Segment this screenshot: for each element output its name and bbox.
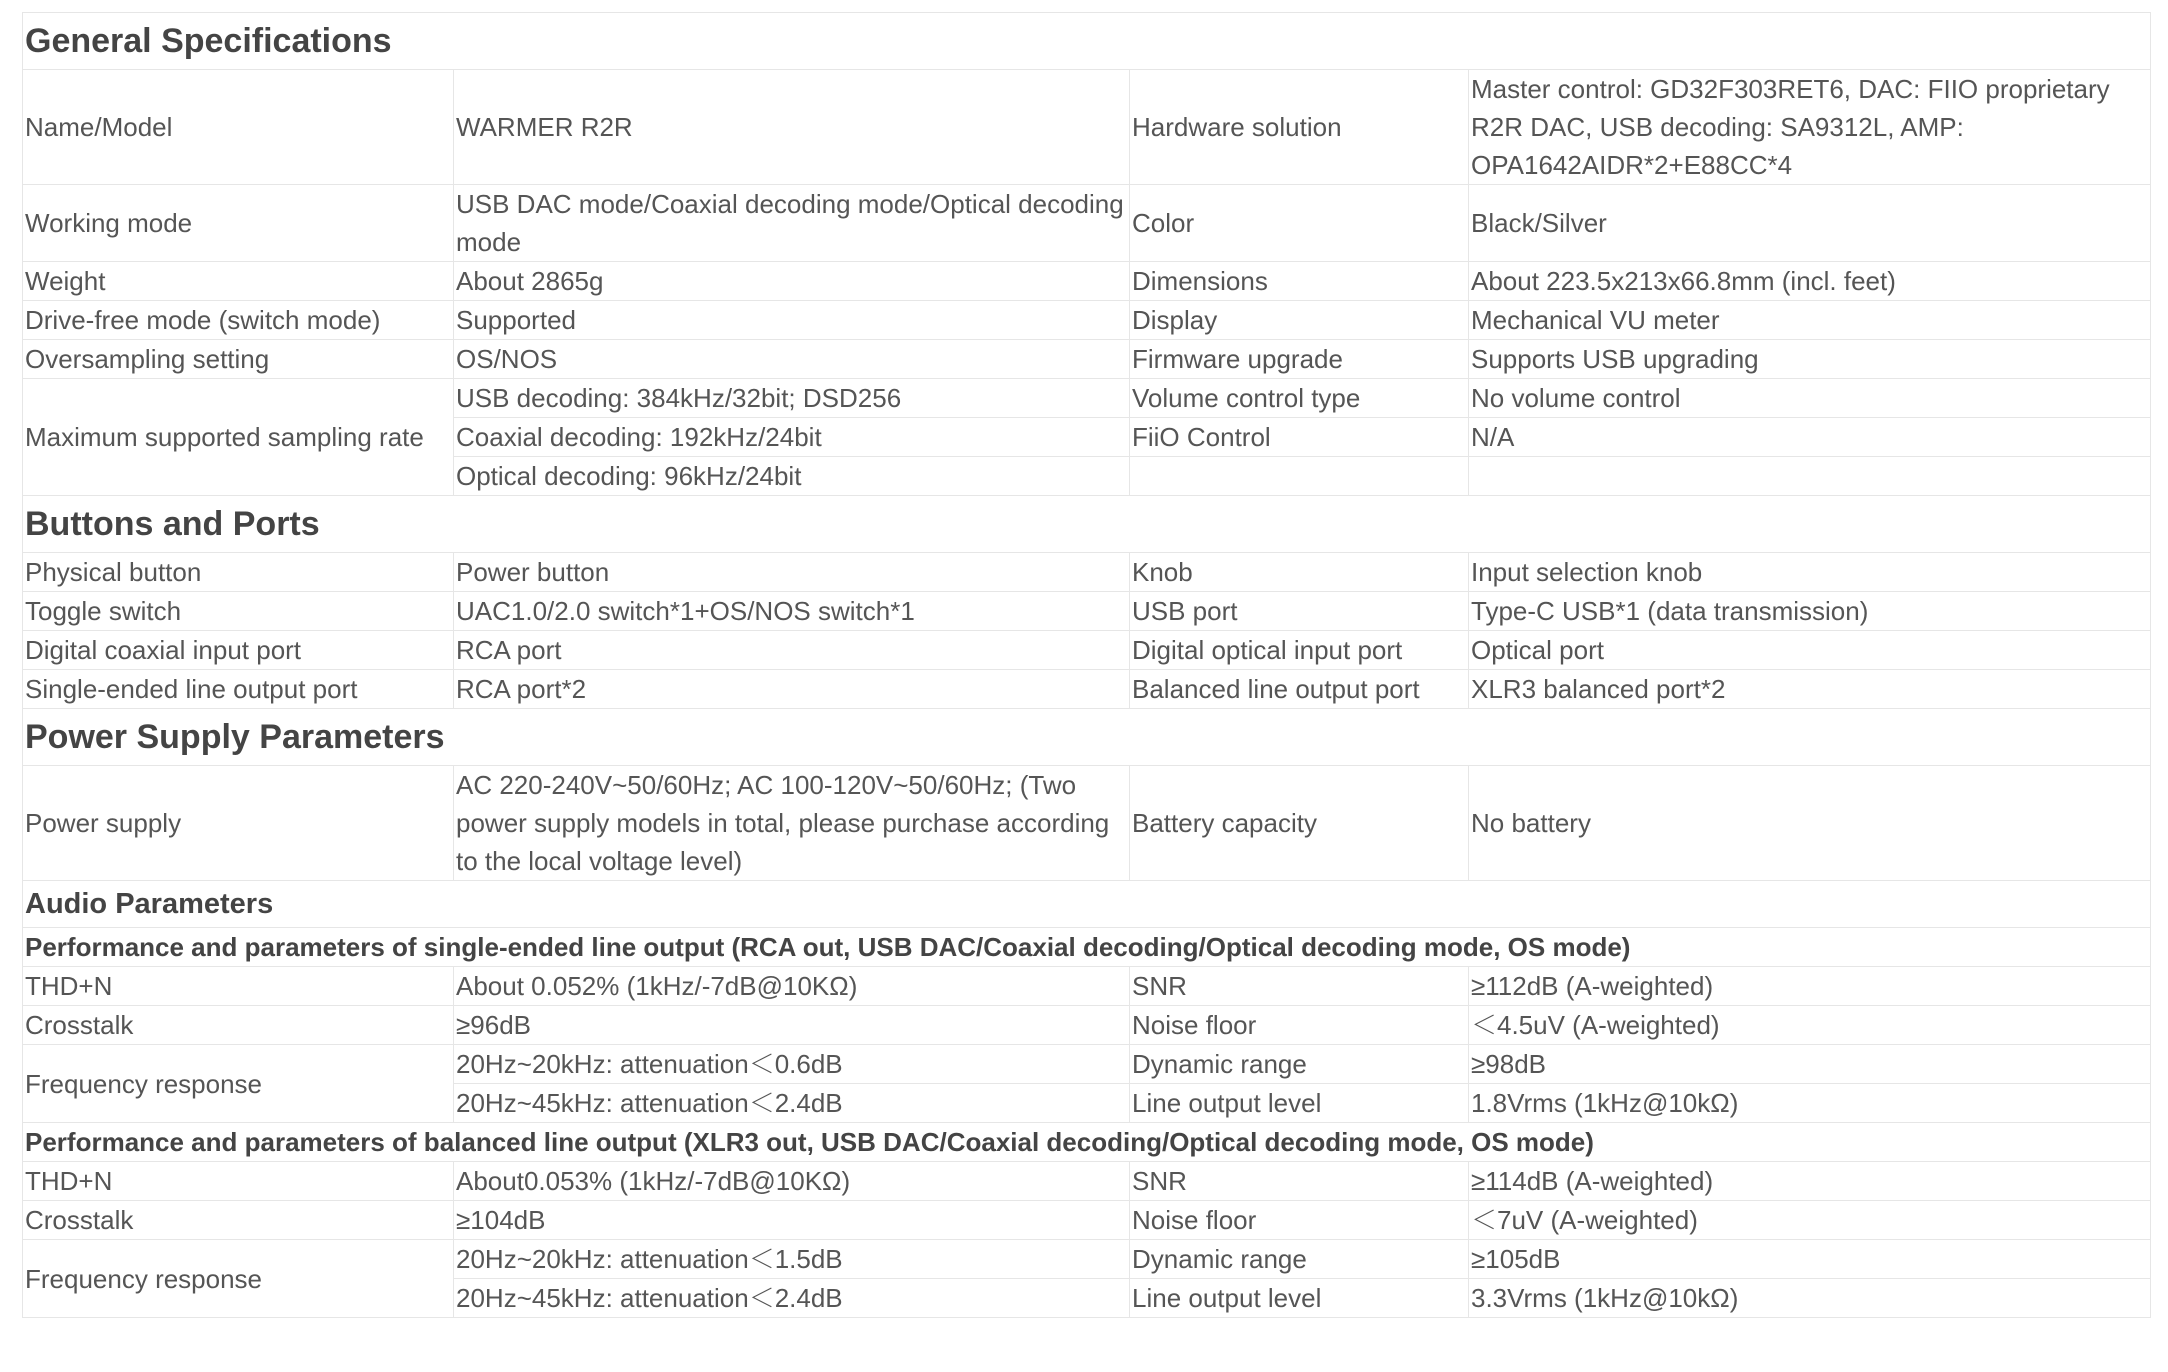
table-cell: Power supply [23,766,454,881]
table-cell: 20Hz~45kHz: attenuation＜2.4dB [454,1279,1130,1318]
table-cell: USB DAC mode/Coaxial decoding mode/Optical decoding mode [454,185,1130,262]
table-cell: Line output level [1130,1084,1469,1123]
subsection-heading: Performance and parameters of balanced line output (XLR3 out, USB DAC/Coaxial decoding/Optical decoding mode, OS mode) [23,1123,2151,1162]
subsection-row [23,1123,2151,1162]
section-row [23,13,2151,70]
subsection-heading: Performance and parameters of single-ended line output (RCA out, USB DAC/Coaxial decoding/Optical decoding mode, OS mode) [23,928,2151,967]
table-row [23,70,2151,185]
table-cell: Firmware upgrade [1130,340,1469,379]
table-cell: Working mode [23,185,454,262]
table-row [23,766,2151,881]
table-cell: ＜7uV (A-weighted) [1469,1201,2151,1240]
table-cell: 1.8Vrms (1kHz@10kΩ) [1469,1084,2151,1123]
section-heading: General Specifications [23,13,2151,70]
table-cell: N/A [1469,418,2151,457]
table-cell: Supports USB upgrading [1469,340,2151,379]
table-cell: SNR [1130,1162,1469,1201]
table-row [23,1006,2151,1045]
table-cell: Digital optical input port [1130,631,1469,670]
table-cell: No volume control [1469,379,2151,418]
table-cell: 20Hz~45kHz: attenuation＜2.4dB [454,1084,1130,1123]
table-cell: ≥114dB (A-weighted) [1469,1162,2151,1201]
table-row [23,1201,2151,1240]
table-cell: ≥105dB [1469,1240,2151,1279]
table-cell: RCA port [454,631,1130,670]
table-cell: THD+N [23,1162,454,1201]
table-cell: Optical decoding: 96kHz/24bit [454,457,1130,496]
table-row [23,379,2151,418]
subsection-row [23,928,2151,967]
table-cell: Display [1130,301,1469,340]
table-row [23,553,2151,592]
table-cell: Crosstalk [23,1201,454,1240]
table-cell: RCA port*2 [454,670,1130,709]
section-row [23,881,2151,928]
table-cell: Power button [454,553,1130,592]
table-cell: UAC1.0/2.0 switch*1+OS/NOS switch*1 [454,592,1130,631]
table-cell: AC 220-240V~50/60Hz; AC 100-120V~50/60Hz; (Two power supply models in total, please purchase according to the local voltage level) [454,766,1130,881]
table-row [23,185,2151,262]
table-cell: Knob [1130,553,1469,592]
table-cell: Type-C USB*1 (data transmission) [1469,592,2151,631]
table-cell: OS/NOS [454,340,1130,379]
table-cell: Noise floor [1130,1201,1469,1240]
section-heading: Audio Parameters [23,881,2151,928]
table-cell: FiiO Control [1130,418,1469,457]
table-cell: THD+N [23,967,454,1006]
table-cell: Crosstalk [23,1006,454,1045]
table-cell: Frequency response [23,1045,454,1123]
table-cell: Dynamic range [1130,1240,1469,1279]
table-cell: About0.053% (1kHz/-7dB@10KΩ) [454,1162,1130,1201]
table-cell: Digital coaxial input port [23,631,454,670]
table-cell: About 2865g [454,262,1130,301]
table-cell: Master control: GD32F303RET6, DAC: FIIO proprietary R2R DAC, USB decoding: SA9312L, AMP: OPA1642AIDR*2+E88CC*4 [1469,70,2151,185]
table-cell: Drive-free mode (switch mode) [23,301,454,340]
table-cell: ≥112dB (A-weighted) [1469,967,2151,1006]
table-cell: Black/Silver [1469,185,2151,262]
table-cell: ≥104dB [454,1201,1130,1240]
table-cell: ≥96dB [454,1006,1130,1045]
table-cell: USB decoding: 384kHz/32bit; DSD256 [454,379,1130,418]
table-cell: Balanced line output port [1130,670,1469,709]
table-cell: Name/Model [23,70,454,185]
table-cell: Optical port [1469,631,2151,670]
table-cell: 20Hz~20kHz: attenuation＜1.5dB [454,1240,1130,1279]
section-heading: Buttons and Ports [23,496,2151,553]
table-cell: Frequency response [23,1240,454,1318]
table-row [23,1240,2151,1279]
section-row [23,709,2151,766]
table-cell: USB port [1130,592,1469,631]
table-row [23,592,2151,631]
table-cell: 20Hz~20kHz: attenuation＜0.6dB [454,1045,1130,1084]
table-cell: WARMER R2R [454,70,1130,185]
table-cell: No battery [1469,766,2151,881]
table-cell: SNR [1130,967,1469,1006]
table-cell: 3.3Vrms (1kHz@10kΩ) [1469,1279,2151,1318]
table-cell: Physical button [23,553,454,592]
spec-table [22,12,2151,1318]
table-cell: XLR3 balanced port*2 [1469,670,2151,709]
section-row [23,496,2151,553]
table-cell: ≥98dB [1469,1045,2151,1084]
table-cell [1130,457,1469,496]
table-cell: Battery capacity [1130,766,1469,881]
table-cell: Maximum supported sampling rate [23,379,454,496]
table-row [23,340,2151,379]
table-row [23,631,2151,670]
table-row [23,967,2151,1006]
table-cell: Single-ended line output port [23,670,454,709]
table-cell: Input selection knob [1469,553,2151,592]
table-cell: Toggle switch [23,592,454,631]
table-row [23,1162,2151,1201]
table-cell: Coaxial decoding: 192kHz/24bit [454,418,1130,457]
table-cell [1469,457,2151,496]
table-cell: Supported [454,301,1130,340]
table-cell: Dimensions [1130,262,1469,301]
section-heading: Power Supply Parameters [23,709,2151,766]
table-row [23,1045,2151,1084]
table-cell: ＜4.5uV (A-weighted) [1469,1006,2151,1045]
table-cell: Weight [23,262,454,301]
table-row [23,262,2151,301]
table-cell: Color [1130,185,1469,262]
table-row [23,670,2151,709]
table-cell: Noise floor [1130,1006,1469,1045]
table-cell: Dynamic range [1130,1045,1469,1084]
table-cell: About 0.052% (1kHz/-7dB@10KΩ) [454,967,1130,1006]
spec-table-body [23,13,2151,1318]
table-row [23,301,2151,340]
table-cell: Volume control type [1130,379,1469,418]
table-cell: Line output level [1130,1279,1469,1318]
table-cell: Mechanical VU meter [1469,301,2151,340]
table-cell: About 223.5x213x66.8mm (incl. feet) [1469,262,2151,301]
table-cell: Oversampling setting [23,340,454,379]
table-cell: Hardware solution [1130,70,1469,185]
